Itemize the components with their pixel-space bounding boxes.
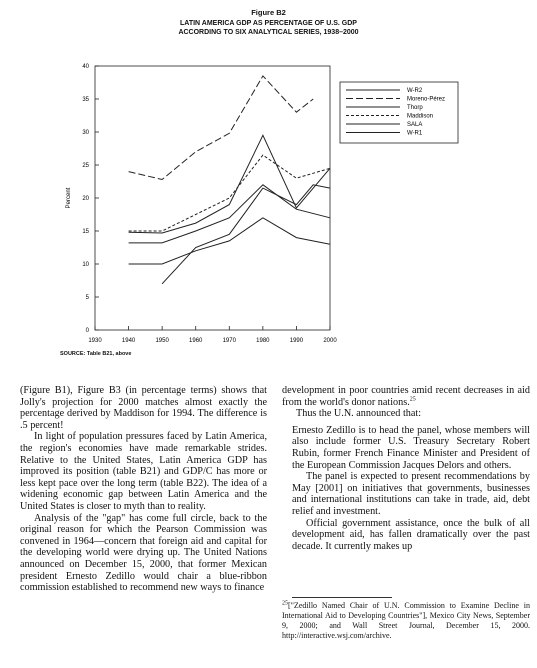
footnote-rule (292, 597, 392, 598)
plot-frame (95, 66, 330, 330)
x-tick-label: 2000 (323, 338, 337, 344)
y-tick-label: 15 (82, 229, 89, 235)
legend-label: Maddison (407, 113, 434, 120)
y-tick-label: 5 (85, 295, 89, 301)
quote-paragraph: The panel is expected to present recommendations by May [2001] on initiatives that governments, businesses and international institutions can take in trade, aid, debt relief and investment. (292, 471, 530, 517)
y-tick-label: 10 (82, 262, 89, 268)
paragraph: Thus the U.N. announced that: (296, 408, 422, 420)
quote-paragraph: Official government assistance, once the bulk of all development aid, has fallen dramatically over the past decade. It currently makes up (292, 517, 530, 552)
paragraph-text: development in poor countries amid recent decreases in aid from the world's donor nations. (282, 385, 530, 408)
footnote-ref: 25 (409, 396, 416, 403)
y-tick-label: 30 (82, 130, 89, 136)
figure-label: Figure B2 (251, 8, 286, 17)
x-tick-label: 1980 (256, 338, 270, 344)
legend-label: W-R2 (407, 88, 423, 94)
legend-label: Moreno-Pérez (407, 96, 446, 103)
legend-box (340, 82, 458, 143)
y-tick-label: 0 (85, 328, 89, 334)
series-line-sala (129, 218, 330, 264)
source-note: SOURCE: Table B21, above (60, 351, 132, 357)
y-tick-label: 20 (82, 196, 89, 202)
x-tick-label: 1930 (88, 338, 102, 344)
y-tick-label: 40 (82, 64, 89, 70)
x-tick-label: 1990 (289, 338, 304, 344)
series-line-thorp (129, 135, 330, 233)
y-axis-label: Percent (66, 187, 72, 209)
y-tick-label: 35 (82, 97, 89, 103)
paragraph: (Figure B1), Figure B3 (in percentage terms) shows that Jolly's projection for 2000 matches almost exactly the percentage derived by Maddison for 1994. The difference is .5 percent! (20, 385, 267, 431)
footnote (282, 601, 530, 641)
x-tick-label: 1950 (155, 338, 169, 344)
legend-label: Thorp (407, 105, 423, 111)
y-tick-label: 25 (82, 163, 89, 169)
chart-title: LATIN AMERICA GDP AS PERCENTAGE OF U.S. GDP ACCORDING TO SIX ANALYTICAL SERIES, 1938–2000 (178, 20, 359, 36)
series-line-maddison (129, 155, 330, 231)
footnote-number: 25 (282, 600, 288, 607)
x-tick-label: 1970 (222, 338, 236, 344)
series-line-moreno-p-rez (129, 76, 314, 180)
legend-label: W-R1 (407, 130, 423, 137)
left-text-column (20, 385, 267, 594)
footnote-text: ["Zedillo Named Chair of U.N. Commission to Examine Decline in International Aid to Developing Countries"], Mexico City News, September 9, 2000; and Wall Street Journal, December 15, 2000. http://interactive.wsj.com/archive. (282, 601, 530, 640)
paragraph: In light of population pressures faced by Latin America, the region's economies have made remarkable strides. Relative to the United States, Latin America GDP has improved its position (table B21) and GDP/C has more or less kept pace over the long term (table B22). The idea of a widening economic gap between Latin America and the United States is closer to myth than to reality. (20, 431, 267, 512)
x-tick-label: 1960 (189, 338, 203, 344)
block-quote (292, 425, 530, 553)
legend-label: SALA (407, 122, 423, 128)
paragraph (282, 385, 530, 408)
quote-paragraph: Ernesto Zedillo is to head the panel, whose members will also include former U.S. Treasury Secretary Robert Rubin, former French Finance Minister and President of the European Commission Jacques Delors and others. (292, 424, 530, 471)
right-text-column (282, 385, 530, 557)
paragraph: Analysis of the "gap" has come full circle, back to the original reason for which the Pearson Commission was convened in 1964—concern that foreign aid and capital for the developing world were drying up. The United Nations announced on December 15, 2000, that former Mexican president Ernesto Zedillo would chair a blue-ribbon commission established to recommend new ways to finance (20, 512, 267, 594)
x-tick-label: 1940 (121, 338, 136, 344)
